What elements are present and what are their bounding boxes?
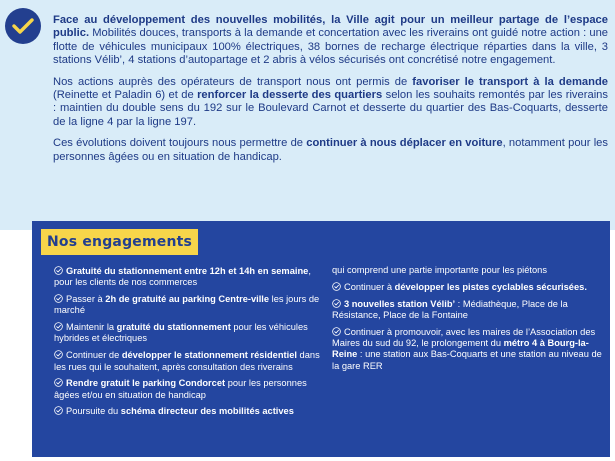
check-circle-icon — [54, 322, 63, 331]
text: pour les personnes âgées et/ou en situation de handicap — [54, 378, 307, 400]
engagement-item — [54, 378, 322, 401]
engagements-right-column — [332, 265, 602, 377]
text: Maintenir la — [66, 322, 117, 333]
bold-text: favoriser le transport à la demande — [412, 75, 609, 88]
bold-text: continuer à nous déplacer en voiture — [306, 137, 503, 150]
check-circle-icon — [54, 406, 63, 415]
text: Poursuite du — [66, 406, 121, 417]
text: Continuer à — [344, 281, 395, 292]
text: Mobilités douces, transports à la demande et concertation avec les riverains ont guidé notre action : une flotte de véhicules municipaux 100% électriques, 38 bornes de recharge électrique réparties dans la ville, 3 stations Vélib’, 4 stations d’autopartage et 2 abris à vélos sécurisés ont concrétisé notre engagement. — [53, 27, 609, 66]
bold-text: 2h de gratuité au parking Centre-ville — [105, 294, 270, 305]
check-circle-icon — [332, 327, 341, 336]
bold-text: développer les pistes cyclables sécurisées. — [394, 281, 587, 292]
check-icon — [12, 17, 34, 35]
text: les jours de marché — [54, 294, 320, 316]
bold-text: métro 4 à Bourg-la-Reine — [332, 337, 589, 360]
intro-text — [53, 14, 608, 172]
engagement-continuation: qui comprend une partie importante pour les piétons — [332, 265, 547, 275]
engagement-item — [332, 282, 602, 293]
check-circle-icon — [332, 282, 341, 291]
engagements-right-list — [332, 282, 602, 372]
text: , pour les clients de nos commerces — [54, 266, 311, 288]
text: Continuer à promouvoir, avec les maires de l’Association des Maires du sud du 92, le prolongement du — [332, 326, 596, 348]
text: Passer à — [66, 294, 106, 305]
text: selon les souhaits remontés par les riverains : maintien du double sens du 192 sur le Boulevard Carnot et desserte du quartier des Bas-Coquarts, desserte de la ligne 4 par la ligne 197. — [53, 88, 608, 128]
bold-text: développer le stationnement résidentiel — [121, 350, 297, 361]
text: dans les rues qui le souhaitent, après consultation des riverains — [54, 350, 320, 372]
engagements-left-column — [54, 266, 322, 423]
check-circle-icon — [54, 378, 63, 387]
engagement-item — [332, 299, 602, 322]
intro-paragraph-2 — [53, 76, 608, 129]
text: : Médiathèque, Place de la Résistance, Place de la Fontaine — [332, 298, 568, 320]
text: Nos actions auprès des opérateurs de transport nous ont permis de — [53, 75, 413, 88]
engagement-item — [54, 294, 322, 317]
text: Ces évolutions doivent toujours nous permettre de — [53, 137, 307, 150]
check-circle-icon — [54, 266, 63, 275]
intro-section — [0, 0, 615, 230]
check-circle-icon — [54, 294, 63, 303]
text: : une station aux Bas-Coquarts et une station au niveau de la gare RER — [332, 349, 602, 371]
engagements-panel — [32, 221, 610, 457]
check-badge-icon — [5, 8, 41, 44]
text: (Reinette et Paladin 6) et de — [53, 88, 198, 101]
check-circle-icon — [54, 350, 63, 359]
intro-paragraph-3 — [53, 137, 608, 164]
check-circle-icon — [332, 299, 341, 308]
intro-paragraph-1 — [53, 14, 608, 67]
text: Continuer de — [66, 350, 122, 361]
text: , notamment pour les personnes âgées ou en situation de handicap. — [53, 137, 609, 163]
bold-text: Face au développement des nouvelles mobilités, la Ville agit pour un meilleur partage de l’espace public. — [53, 14, 608, 40]
engagement-item — [54, 266, 322, 289]
bold-text: schéma directeur des mobilités actives — [120, 406, 294, 417]
bold-text: Gratuité du stationnement entre 12h et 14h en semaine — [66, 266, 309, 276]
bold-text: renforcer la desserte des quartiers — [197, 88, 383, 101]
bold-text: gratuité du stationnement — [116, 322, 231, 333]
text: pour les véhicules hybrides et électriques — [54, 322, 308, 344]
engagements-title: Nos engagements — [41, 229, 198, 255]
engagement-item — [54, 322, 322, 345]
engagement-item — [54, 406, 322, 417]
engagement-item — [332, 327, 602, 372]
engagement-item — [54, 350, 322, 373]
bold-text: 3 nouvelles station Vélib’ — [344, 298, 456, 309]
bold-text: Rendre gratuit le parking Condorcet — [66, 378, 226, 389]
